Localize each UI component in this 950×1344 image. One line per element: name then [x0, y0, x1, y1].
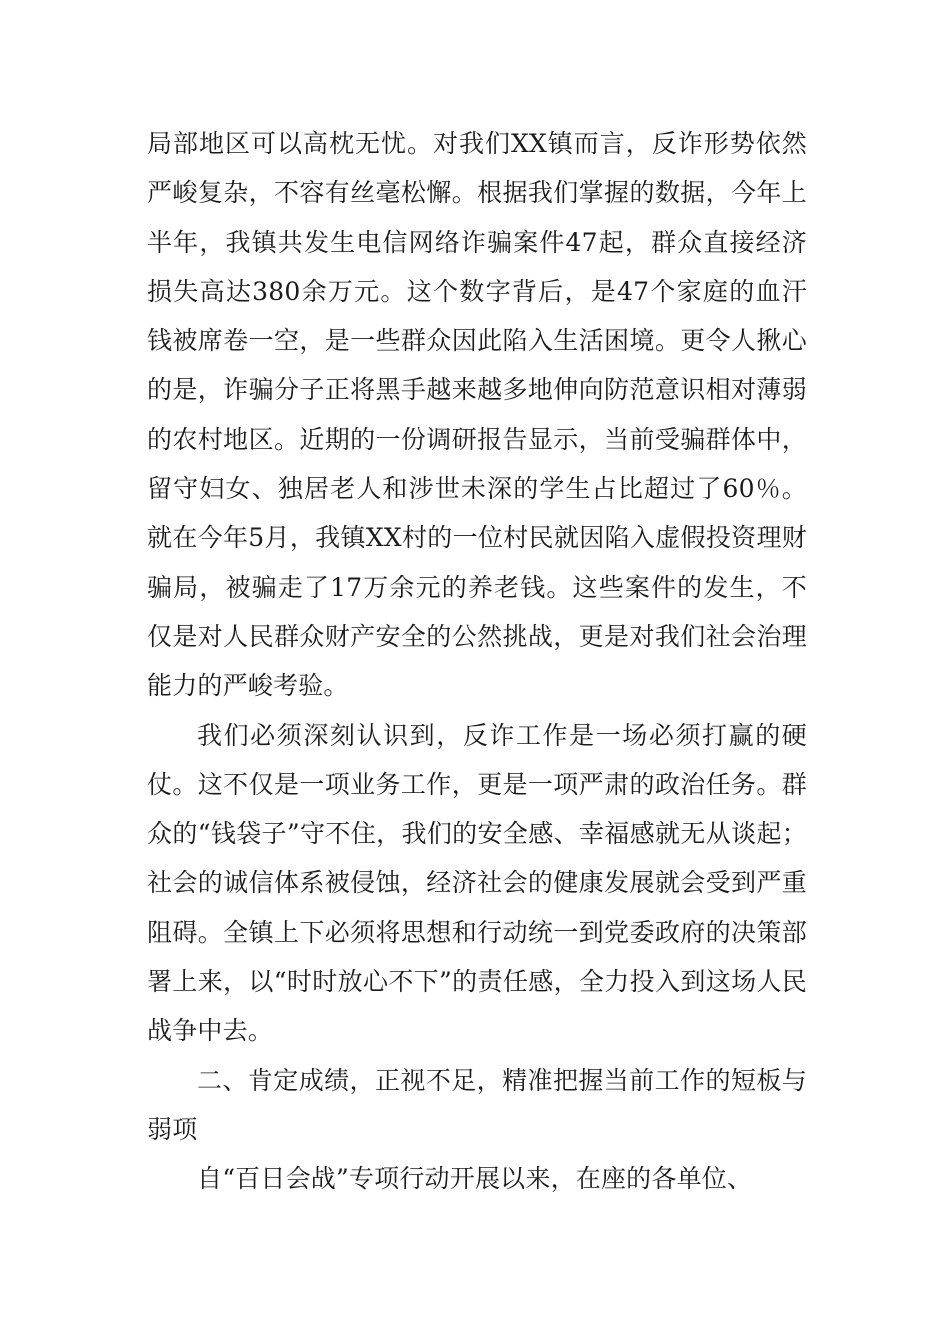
paragraph-campaign-intro: 自“百日会战”专项行动开展以来，在座的各单位、 — [197, 1164, 753, 1194]
document-body — [147, 119, 807, 1204]
section-heading-two: 二、肯定成绩，正视不足，精准把握当前工作的短板与弱项 — [147, 1065, 807, 1144]
paragraph-case-statistics: 局部地区可以高枕无忧。对我们XX镇而言，反诈形势依然严峻复杂，不容有丝毫松懈。根据我们掌握的数据，今年上半年，我镇共发生电信网络诈骗案件47起，群众直接经济损失高达380余万元。这个数字背后，是47个家庭的血汗钱被席卷一空，是一些群众因此陷入生活困境。更令人揪心的是，诈骗分子正将黑手越来越多地伸向防范意识相对薄弱的农村地区。近期的一份调研报告显示，当前受骗群体中，留守妇女、独居老人和涉世未深的学生占比超过了60％。就在今年5月，我镇XX村的一位村民就因陷入虚假投资理财骗局，被骗走了17万余元的养老钱。这些案件的发生，不仅是对人民群众财产安全的公然挑战，更是对我们社会治理能力的严峻考验。 — [147, 129, 807, 701]
paragraph-fight-awareness: 我们必须深刻认识到，反诈工作是一场必须打赢的硬仗。这不仅是一项业务工作，更是一项严肃的政治任务。群众的“钱袋子”守不住，我们的安全感、幸福感就无从谈起；社会的诚信体系被侵蚀，经济社会的健康发展就会受到严重阻碍。全镇上下必须将思想和行动统一到党委政府的决策部署上来，以“时时放心不下”的责任感，全力投入到这场人民战争中去。 — [147, 720, 807, 1046]
